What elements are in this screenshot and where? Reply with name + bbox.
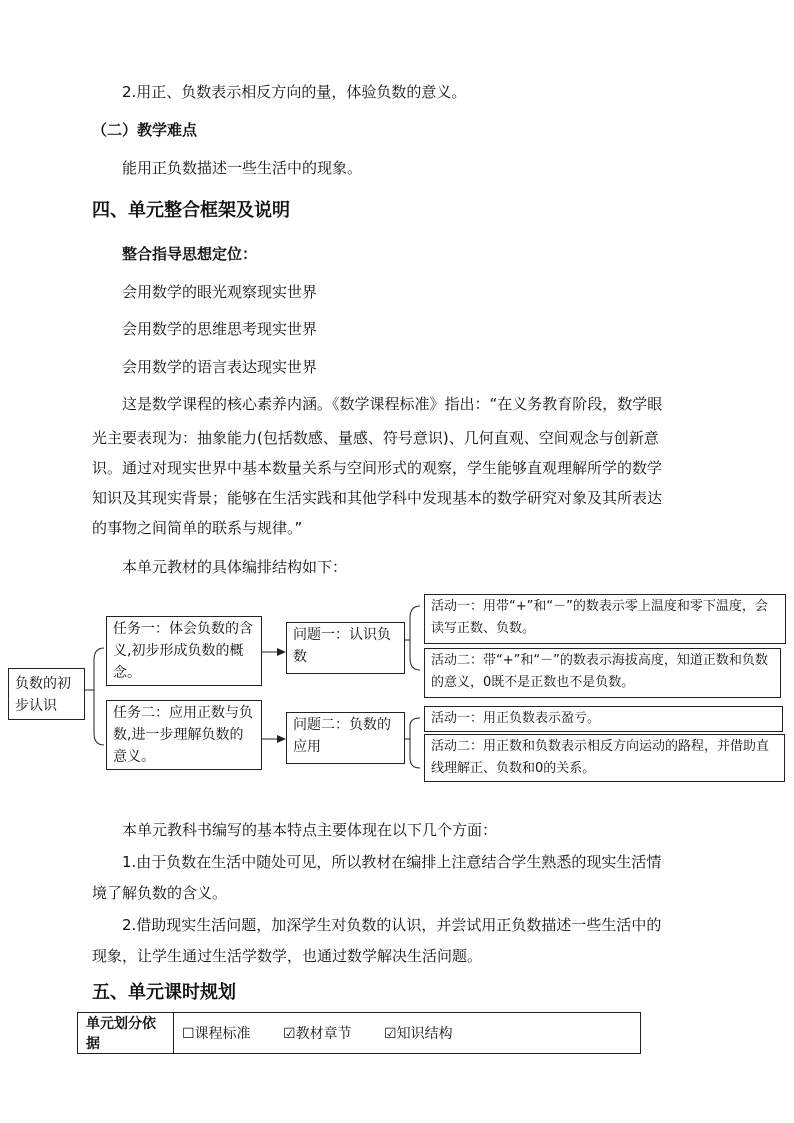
option-label: 课程标准 <box>194 1026 251 1042</box>
guiding-idea-heading: 整合指导思想定位： <box>122 245 258 263</box>
activity-1-1-box: 活动一：用带“+”和“－”的数表示零上温度和零下温度，会读写正数、负数。 <box>424 594 786 644</box>
task-2-box: 任务二：应用正数与负数,进一步理解负数的意义。 <box>106 700 262 770</box>
difficulty-heading: （二）教学难点 <box>92 121 198 139</box>
quote-line-5: 的事物之间简单的联系与规律。” <box>92 519 303 537</box>
objective-item-2: 2.用正、负数表示相反方向的量，体验负数的意义。 <box>122 83 467 101</box>
activity-2-1-box: 活动一：用正负数表示盈亏。 <box>424 706 783 732</box>
question-1-box: 问题一：认识负数 <box>286 622 405 674</box>
quote-line-1: 这是数学课程的核心素养内涵。《数学课程标准》指出：“在义务教育阶段，数学眼 <box>122 395 663 413</box>
difficulty-text: 能用正负数描述一些生活中的现象。 <box>122 159 363 177</box>
option-textbook-chapter[interactable] <box>283 1023 352 1043</box>
quote-line-3: 识。通过对现实世界中基本数量关系与空间形式的观察，学生能够直观理解所学的数学 <box>92 459 663 477</box>
section-4-heading: 四、单元整合框架及说明 <box>92 200 290 221</box>
section-5-heading: 五、单元课时规划 <box>92 982 236 1003</box>
feature-2-line-1: 2.借助现实生活问题，加深学生对负数的认识，并尝试用正负数描述一些生活中的 <box>122 916 662 934</box>
question-2-box: 问题二：负数的应用 <box>286 712 405 764</box>
activity-1-2-box: 活动二：带“+”和“－”的数表示海拔高度，知道正数和负数的意义，0既不是正数也不是负数。 <box>424 648 781 698</box>
task-1-box: 任务一：体会负数的含义,初步形成负数的概念。 <box>106 616 262 686</box>
option-curriculum-standard[interactable] <box>182 1023 251 1043</box>
checkbox-unchecked-icon: ☐ <box>182 1026 195 1042</box>
guiding-line-3: 会用数学的语言表达现实世界 <box>122 358 318 376</box>
checkbox-checked-icon: ☑ <box>283 1026 296 1042</box>
quote-line-2: 光主要表现为：抽象能力(包括数感、量感、符号意识)、几何直观、空间观念与创新意 <box>92 429 659 447</box>
task1-arrow-head <box>277 648 286 656</box>
features-intro: 本单元教科书编写的基本特点主要体现在以下几个方面： <box>122 821 498 839</box>
option-knowledge-structure[interactable] <box>384 1023 453 1043</box>
checkbox-checked-icon: ☑ <box>384 1026 397 1042</box>
option-label: 教材章节 <box>295 1026 352 1042</box>
unit-division-basis-label: 单元划分依据 <box>86 1016 156 1052</box>
lesson-plan-table <box>77 1012 641 1054</box>
feature-1-line-2: 境了解负数的含义。 <box>92 884 228 902</box>
feature-1-line-1: 1.由于负数在生活中随处可见，所以教材在编排上注意结合学生熟悉的现实生活情 <box>122 853 662 871</box>
guiding-line-1: 会用数学的眼光观察现实世界 <box>122 283 318 301</box>
root-bracket <box>94 648 104 745</box>
quote-line-4: 知识及其现实背景；能够在生活实践和其他学科中发现基本的数学研究对象及其所表达 <box>92 489 663 507</box>
table-options-cell <box>174 1013 641 1054</box>
option-label: 知识结构 <box>396 1026 453 1042</box>
activity-2-2-box: 活动二：用正数和负数表示相反方向运动的路程，并借助直线理解正、负数和0的关系。 <box>424 734 785 782</box>
feature-2-line-2: 现象，让学生通过生活学数学，也通过数学解决生活问题。 <box>92 947 483 965</box>
table-label-cell <box>78 1013 174 1054</box>
question1-bracket <box>410 606 420 670</box>
diagram-root: 负数的初步认识 <box>8 668 85 720</box>
guiding-line-2: 会用数学的思维思考现实世界 <box>122 320 318 338</box>
structure-intro: 本单元教材的具体编排结构如下： <box>122 558 348 576</box>
task2-arrow-head <box>277 735 286 743</box>
question2-bracket <box>410 718 420 768</box>
